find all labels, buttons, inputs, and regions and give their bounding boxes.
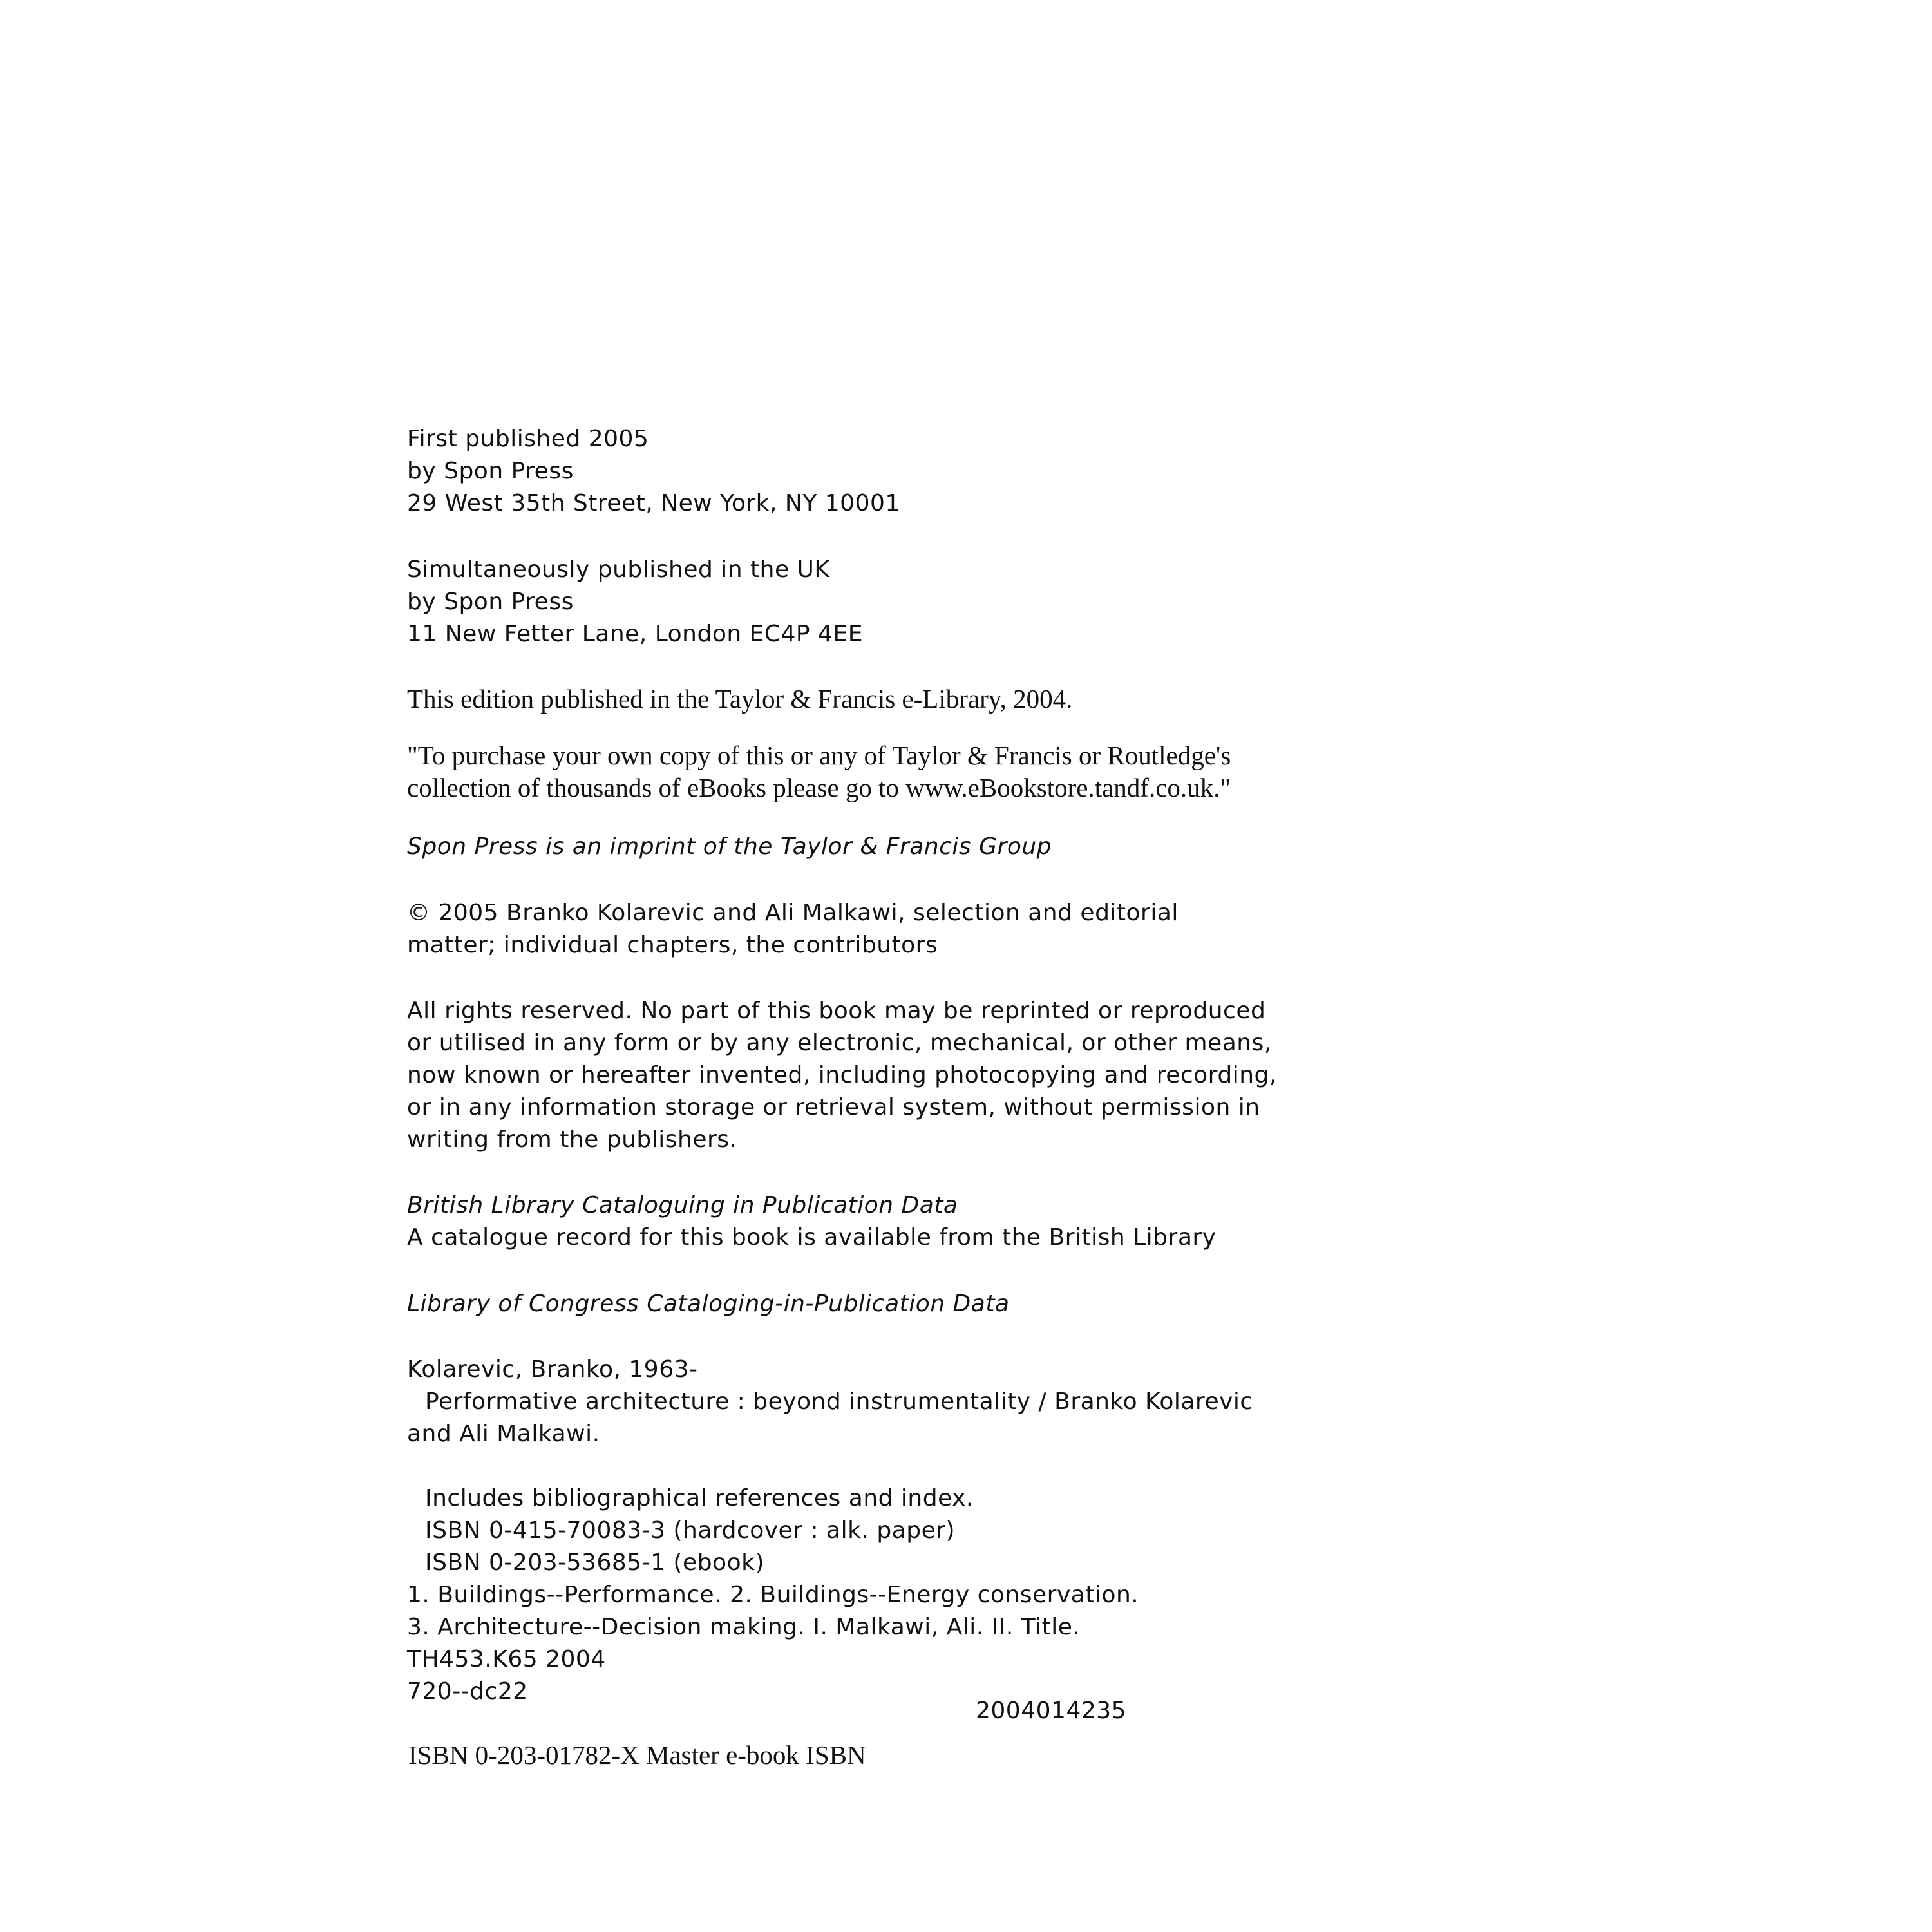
rights-line: now known or hereafter invented, including photocopying and recording, [407, 1062, 1277, 1088]
british-library-heading: British Library Cataloguing in Publication Data [407, 1192, 958, 1218]
uk-published-block [407, 554, 863, 650]
purchase-note-line: "To purchase your own copy of this or any of Taylor & Francis or Routledge's [407, 741, 1231, 770]
uk-published-line: Simultaneously published in the UK [407, 556, 830, 583]
purchase-note-block [407, 739, 1231, 804]
uk-address-line: 11 New Fetter Lane, London EC4P 4EE [407, 621, 863, 647]
loc-author-line: Kolarevic, Branko, 1963- [407, 1356, 698, 1383]
loc-subject-line: 1. Buildings--Performance. 2. Buildings--Energy conservation. [407, 1582, 1139, 1608]
loc-record-block [407, 1354, 1253, 1708]
loc-isbn-ebook: ISBN 0-203-53685-1 (ebook) [425, 1549, 764, 1576]
copyright-line: matter; individual chapters, the contributors [407, 932, 938, 958]
copyright-block [407, 897, 1179, 961]
loc-heading: Library of Congress Cataloging-in-Publication Data [407, 1291, 1010, 1317]
rights-line: All rights reserved. No part of this book may be reprinted or reproduced [407, 998, 1266, 1024]
master-isbn-line: ISBN 0-203-01782-X Master e-book ISBN [408, 1740, 866, 1770]
us-address-line: 29 West 35th Street, New York, NY 10001 [407, 490, 900, 516]
loc-isbn-hardcover: ISBN 0-415-70083-3 (hardcover : alk. paper) [425, 1517, 956, 1544]
loc-call-number: TH453.K65 2004 [407, 1646, 606, 1672]
copyright-line: © 2005 Branko Kolarevic and Ali Malkawi, selection and editorial [407, 900, 1179, 926]
uk-publisher-line: by Spon Press [407, 589, 574, 615]
imprint-line: Spon Press is an imprint of the Taylor & Francis Group [407, 833, 1052, 860]
publisher-line: by Spon Press [407, 458, 574, 484]
british-library-text: A catalogue record for this book is available from the British Library [407, 1224, 1217, 1251]
loc-dewey: 720--dc22 [407, 1678, 528, 1705]
rights-line: writing from the publishers. [407, 1126, 737, 1153]
loc-note-line: Includes bibliographical references and index. [425, 1485, 974, 1511]
ebook-edition-line: This edition published in the Taylor & Francis e-Library, 2004. [407, 684, 1073, 714]
loc-lccn: 2004014235 [976, 1698, 1127, 1724]
rights-line: or utilised in any form or by any electronic, mechanical, or other means, [407, 1030, 1272, 1056]
first-published-line: First published 2005 [407, 426, 649, 452]
rights-line: or in any information storage or retrieval system, without permission in [407, 1094, 1260, 1121]
first-published-block [407, 423, 900, 520]
loc-subject-line: 3. Architecture--Decision making. I. Malkawi, Ali. II. Title. [407, 1614, 1081, 1640]
loc-title-line: and Ali Malkawi. [407, 1421, 600, 1447]
rights-block [407, 995, 1277, 1156]
purchase-note-line: collection of thousands of eBooks please go to www.eBookstore.tandf.co.uk." [407, 773, 1231, 802]
british-library-block [407, 1189, 1217, 1254]
loc-title-line: Performative architecture : beyond instrumentality / Branko Kolarevic [425, 1388, 1253, 1415]
